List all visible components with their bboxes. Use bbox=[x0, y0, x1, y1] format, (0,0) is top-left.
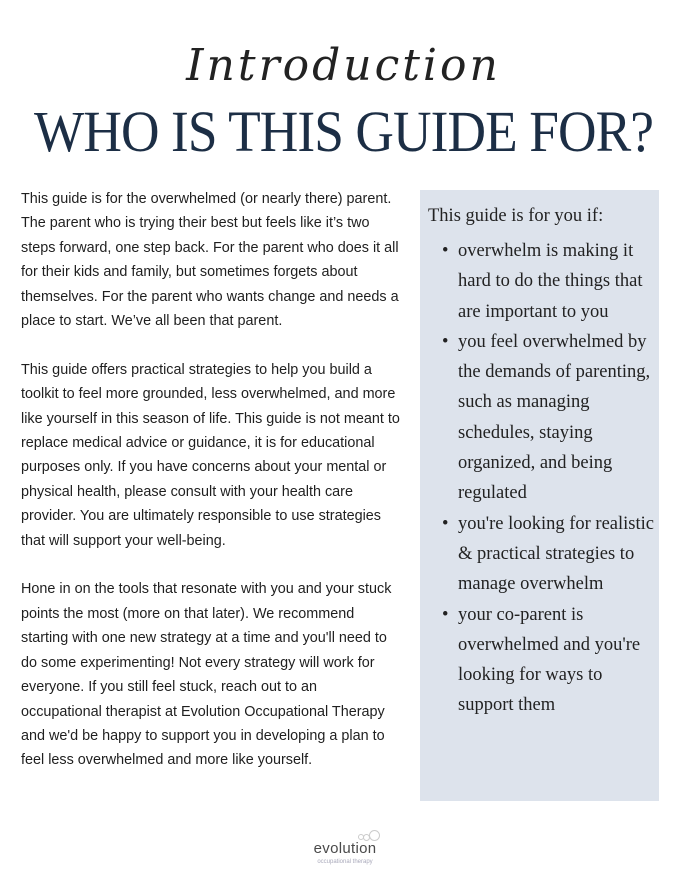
list-item-text: overwhelm is making it hard to do the things that are important to you bbox=[458, 241, 643, 322]
page-title: WHO IS THIS GUIDE FOR? bbox=[33, 99, 654, 164]
list-item bbox=[442, 236, 658, 327]
paragraph: Hone in on the tools that resonate with you and your stuck points the most (more on that later). We recommend starting with one new strategy at a time and you'll need to do some experimenting! Not every strategy will work for everyone. If you still feel stuck, reach out to an occupational therapist at Evolution Occupational Therapy and we'd be happy to support you in developing a plan to feel less overwhelmed and more like yourself. bbox=[21, 581, 392, 769]
audience-box bbox=[420, 190, 659, 801]
list-item bbox=[442, 327, 658, 509]
list-item-text: your co-parent is overwhelmed and you're looking for ways to support them bbox=[458, 604, 641, 716]
logo-bubble-icon bbox=[369, 830, 380, 841]
audience-heading: This guide is for you if: bbox=[428, 206, 604, 226]
paragraph: This guide offers practical strategies to help you build a toolkit to feel more grounded, less overwhelmed, and more like yourself in this season of life. This guide is not meant to replace medical advice or guidance, it is for educational purposes only. If you have concerns about your mental or physical health, please consult with your health care provider. You are ultimately responsible to use strategies that will support your well-being. bbox=[21, 361, 400, 549]
paragraph: This guide is for the overwhelmed (or nearly there) parent. The parent who is trying their best but feels like it’s two steps forward, one step back. For the parent who does it all for their kids and family, but sometimes forgets about themselves. For the parent who wants change and needs a place to start. We’ve all been that parent. bbox=[21, 191, 399, 330]
intro-text bbox=[21, 187, 401, 797]
bullet-icon: • bbox=[442, 513, 449, 534]
audience-list bbox=[420, 236, 658, 721]
logo-subtitle: occupational therapy bbox=[317, 859, 373, 865]
bullet-icon: • bbox=[442, 331, 449, 352]
list-item bbox=[442, 600, 658, 721]
logo-word: evolution bbox=[313, 840, 377, 857]
script-title: Introduction bbox=[186, 40, 501, 91]
list-item bbox=[442, 509, 658, 600]
evolution-logo bbox=[300, 840, 390, 866]
list-item-text: you feel overwhelmed by the demands of parenting, such as managing schedules, staying organized, and being regulated bbox=[458, 331, 651, 504]
bullet-icon: • bbox=[442, 241, 449, 261]
list-item-text: you're looking for realistic & practical strategies to manage overwhelm bbox=[458, 513, 654, 595]
bullet-icon: • bbox=[442, 604, 449, 625]
